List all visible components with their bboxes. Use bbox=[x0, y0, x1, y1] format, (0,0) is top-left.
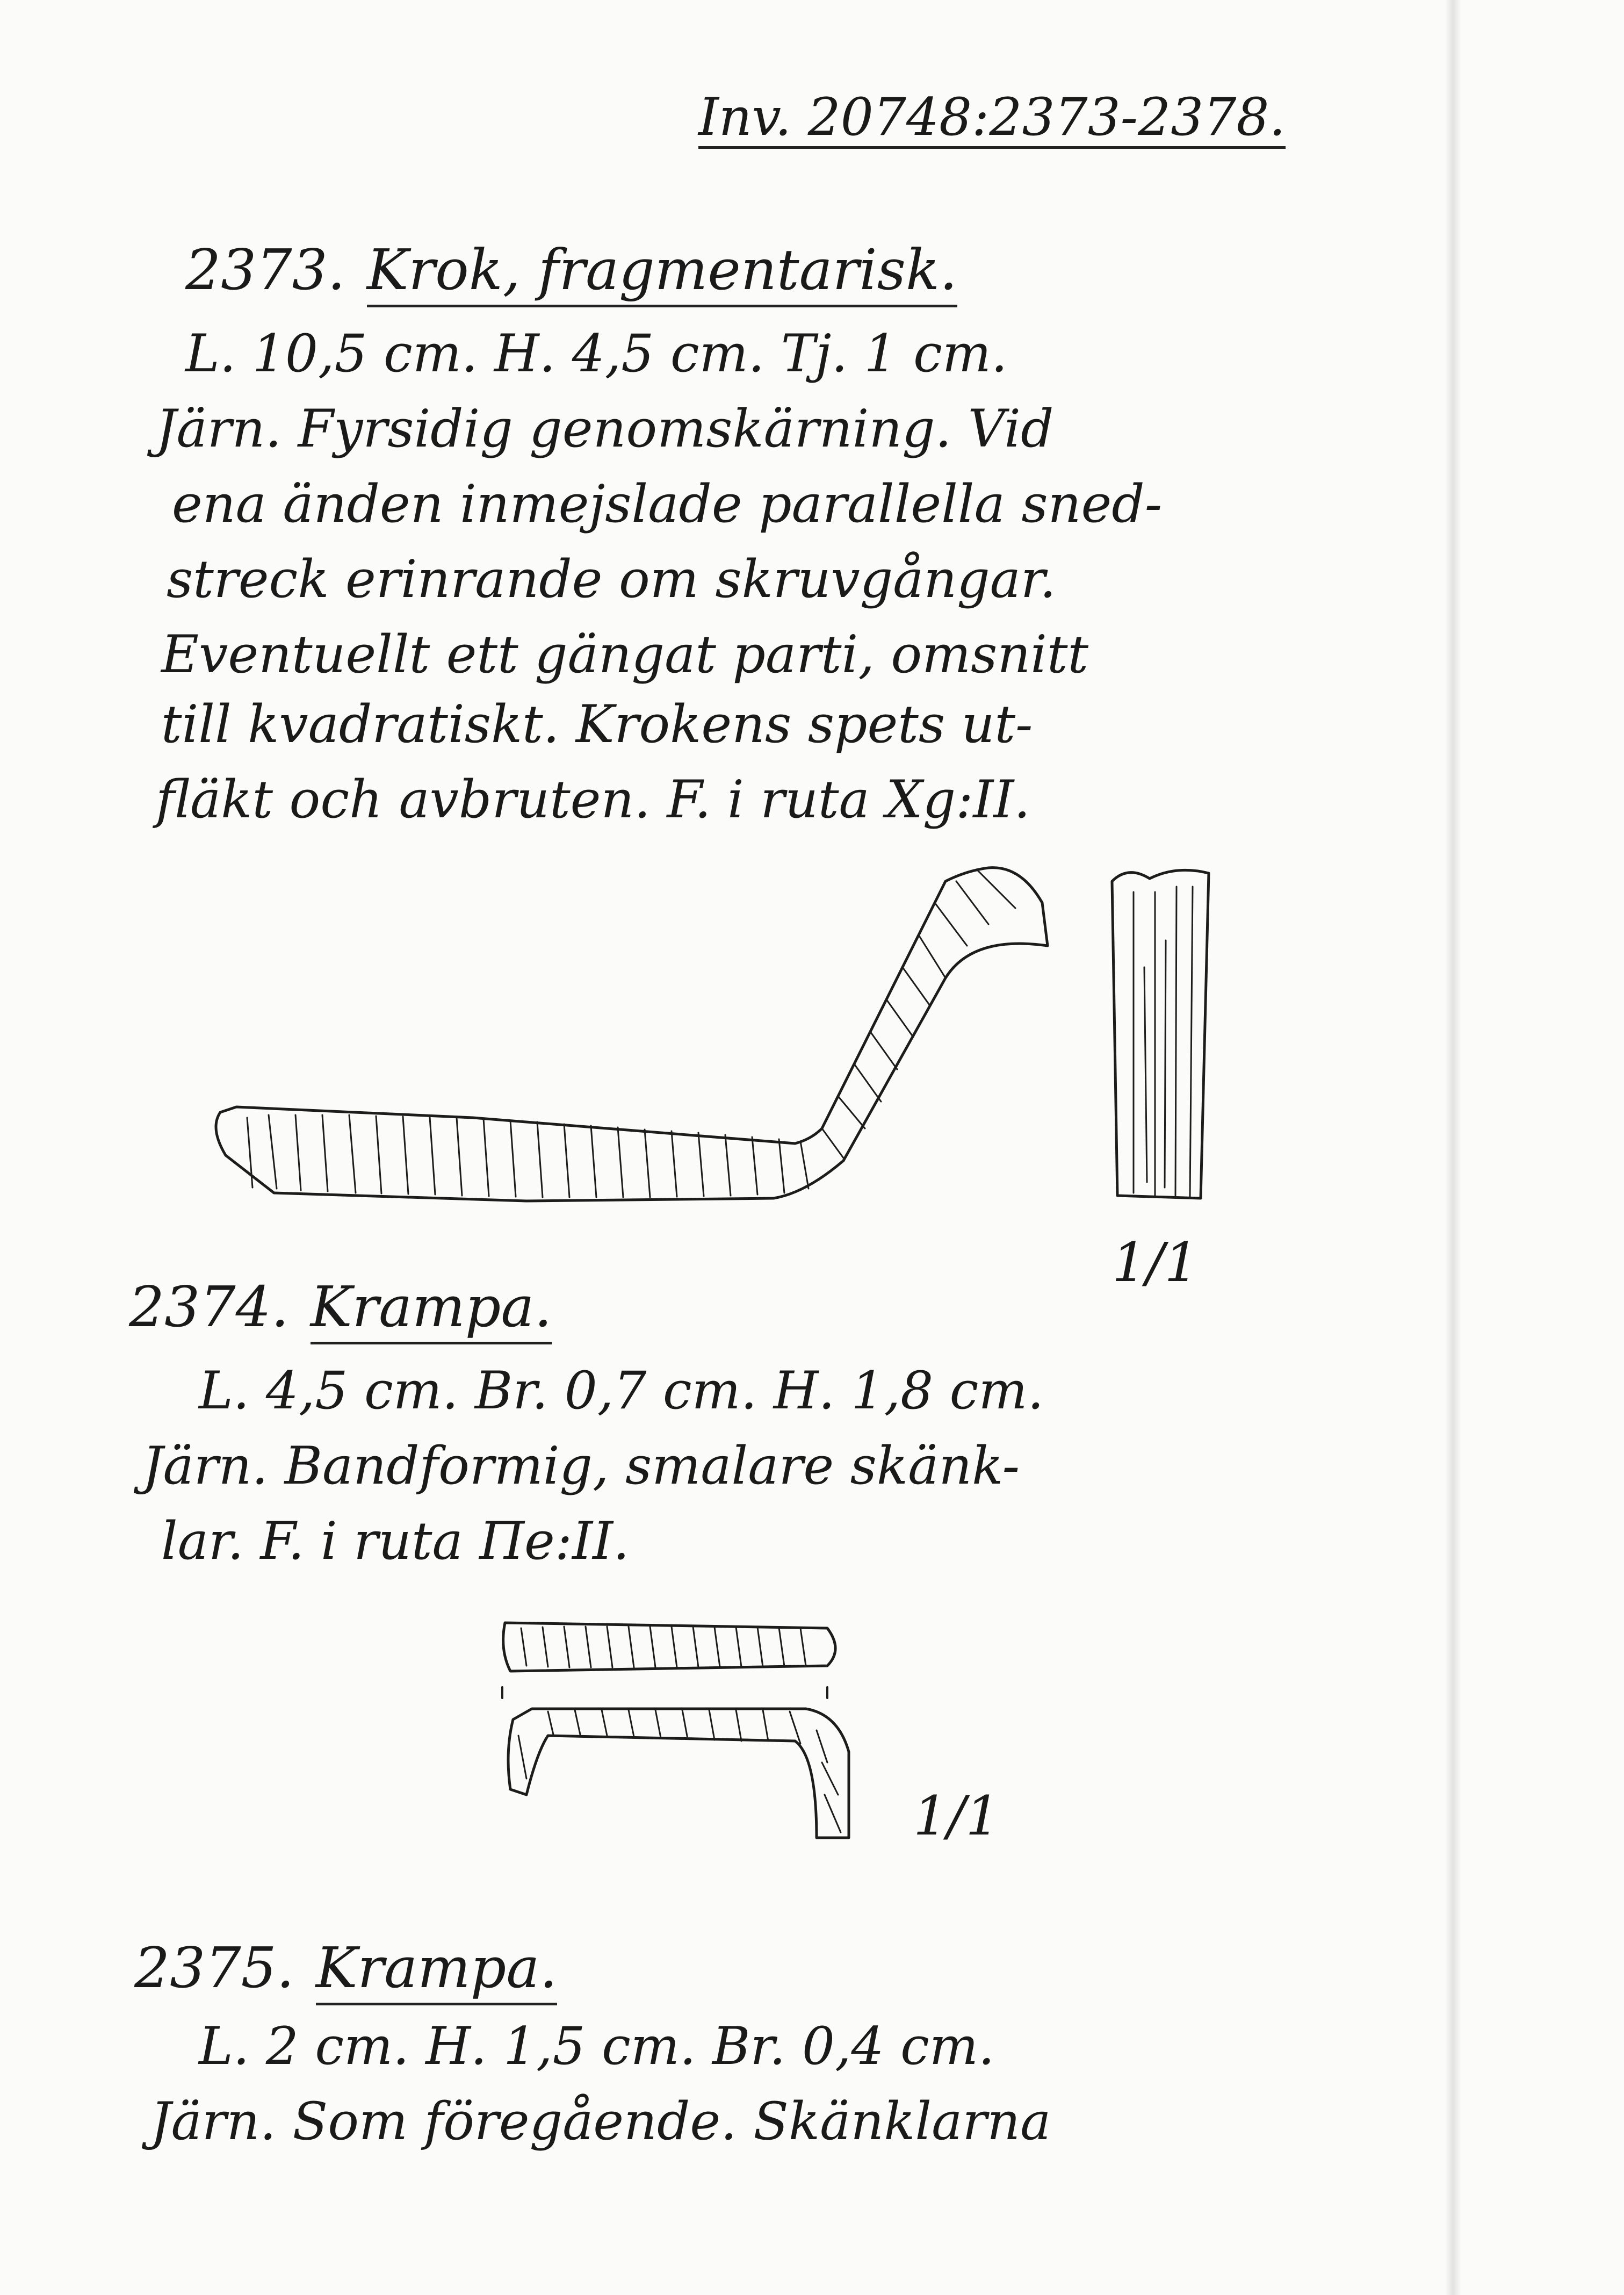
entry-title: Krampa. bbox=[316, 1935, 558, 2005]
entry-2373-line: streck erinrande om skruvgångar. bbox=[167, 549, 1056, 609]
entry-number: 2374. bbox=[129, 1274, 289, 1340]
scale-marker: 1/1 bbox=[913, 1785, 1000, 1847]
entry-number: 2373. bbox=[185, 237, 345, 303]
inventory-number: Inv. 20748:2373-2378. bbox=[698, 91, 1286, 149]
entry-title: Krampa. bbox=[311, 1274, 552, 1344]
entry-title: Krok, fragmentarisk. bbox=[367, 237, 957, 307]
entry-2374-heading bbox=[129, 1274, 552, 1340]
entry-2375-line: Järn. Som föregående. Skänklarna bbox=[150, 2091, 1051, 2152]
entry-2375-heading bbox=[134, 1935, 558, 2001]
hook-edge-drawing bbox=[1096, 860, 1225, 1214]
page-spine-shadow bbox=[1445, 0, 1461, 2295]
entry-2374-line: lar. F. i ruta Πe:II. bbox=[161, 1511, 630, 1571]
entry-2373-line: fläkt och avbruten. F. i ruta Xg:II. bbox=[156, 769, 1030, 830]
scale-marker: 1/1 bbox=[1112, 1231, 1199, 1294]
entry-2375-dimensions: L. 2 cm. H. 1,5 cm. Br. 0,4 cm. bbox=[199, 2016, 995, 2076]
entry-2373-heading bbox=[185, 237, 958, 303]
entry-2373-dimensions: L. 10,5 cm. H. 4,5 cm. Tj. 1 cm. bbox=[185, 323, 1008, 384]
entry-2373-line: Eventuellt ett gängat parti, omsnitt bbox=[161, 624, 1089, 685]
entry-2373-line: Järn. Fyrsidig genomskärning. Vid bbox=[156, 399, 1054, 459]
staple-drawing bbox=[494, 1612, 870, 1870]
entry-2374-dimensions: L. 4,5 cm. Br. 0,7 cm. H. 1,8 cm. bbox=[199, 1361, 1044, 1421]
entry-number: 2375. bbox=[134, 1935, 294, 2001]
entry-2374-line: Järn. Bandformig, smalare skänk- bbox=[142, 1436, 1020, 1496]
hook-side-drawing bbox=[204, 849, 1074, 1225]
entry-2373-line: ena änden inmejslade parallella sned- bbox=[172, 474, 1163, 534]
entry-2373-line: till kvadratiskt. Krokens spets ut- bbox=[161, 694, 1033, 754]
